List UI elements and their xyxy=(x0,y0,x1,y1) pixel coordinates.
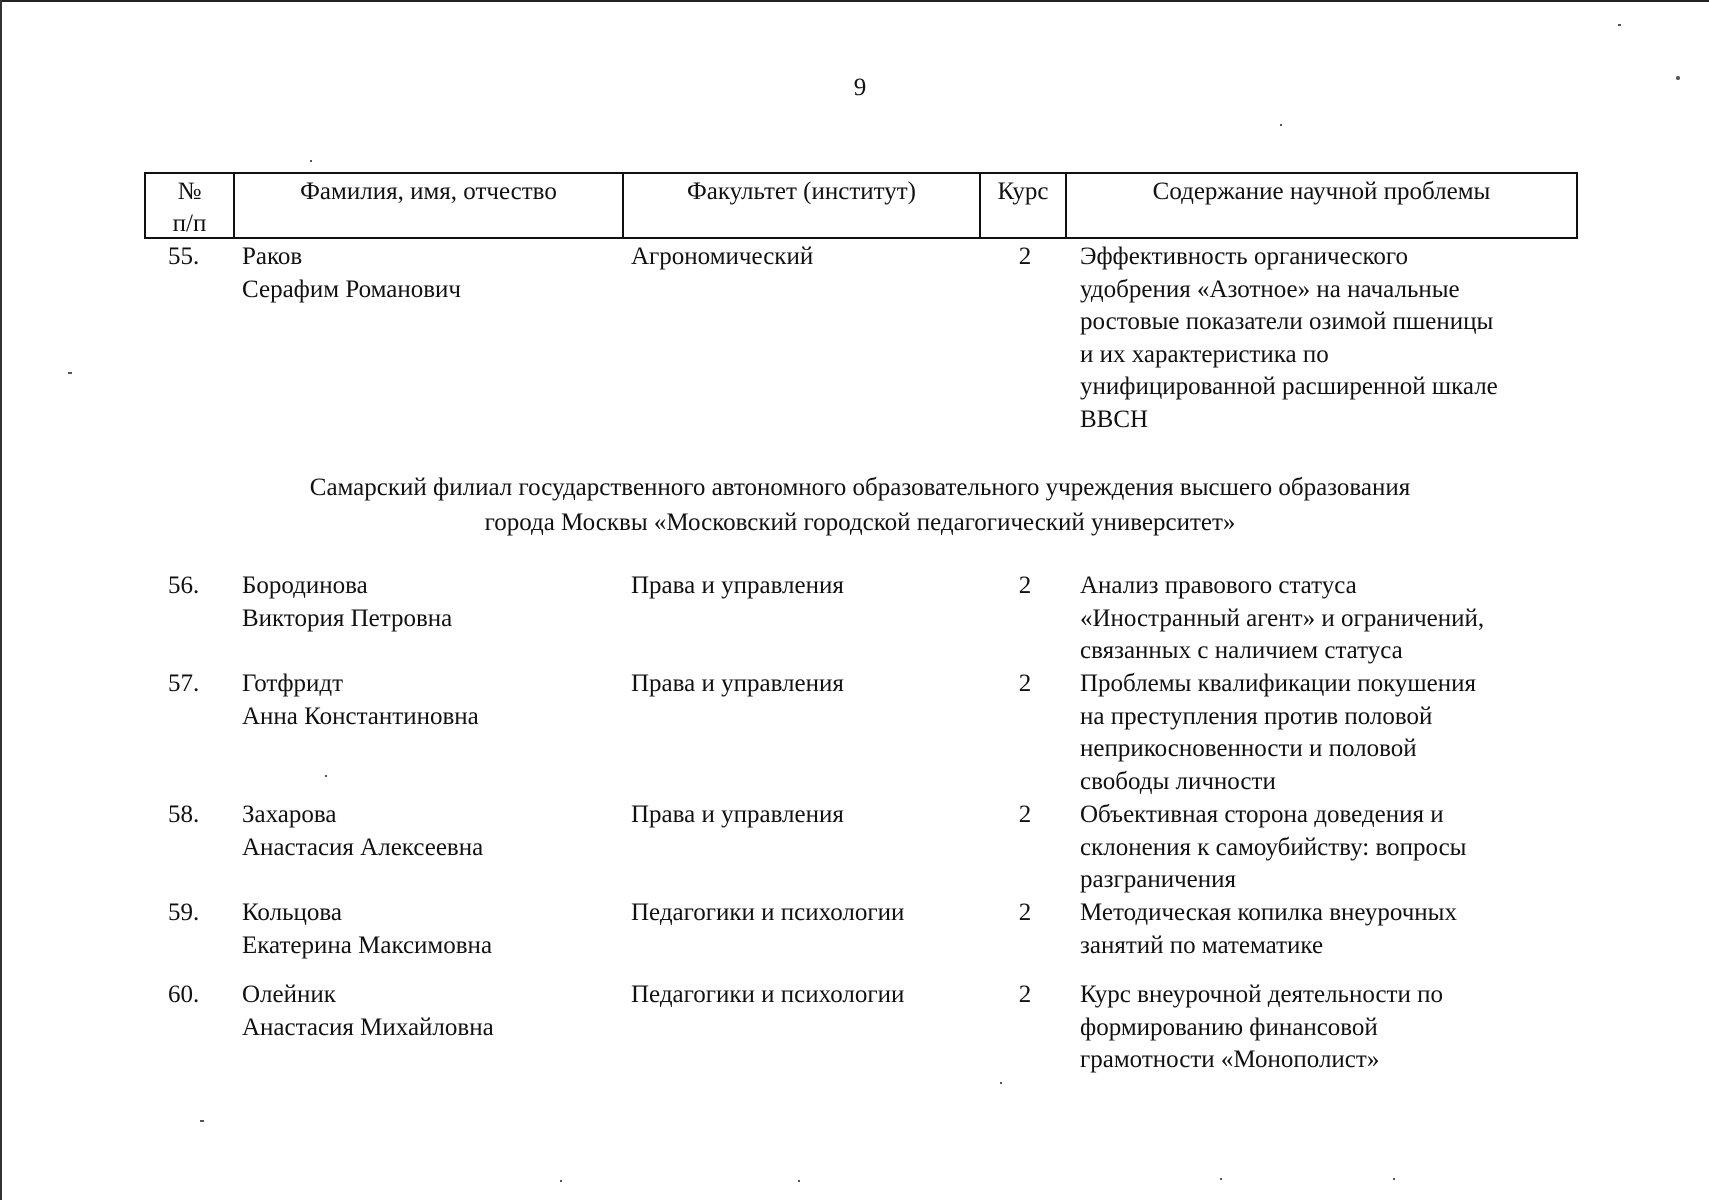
page-number: 9 xyxy=(853,74,867,101)
row-content-line: разграничения xyxy=(1080,866,1237,893)
row-content xyxy=(1080,241,1600,436)
row-given-names: Виктория Петровна xyxy=(242,604,453,632)
row-content-line: Эффективность органического xyxy=(1080,243,1408,270)
header-course: Курс xyxy=(979,174,1065,237)
row-content-line: ростовые показатели озимой пшеницы xyxy=(1080,308,1494,335)
header-name: Фамилия, имя, отчество xyxy=(233,174,622,237)
scan-speck xyxy=(1618,24,1621,26)
row-name xyxy=(242,897,622,962)
row-course: 2 xyxy=(1018,801,1032,828)
scan-edge-top xyxy=(0,0,1709,2)
section-title xyxy=(0,470,1709,540)
row-course: 2 xyxy=(1018,243,1032,270)
row-surname: Раков xyxy=(242,243,303,270)
section-title-line: Самарский филиал государственного автономного образовательного учреждения высшего образования xyxy=(309,474,1411,501)
row-name xyxy=(242,570,622,635)
row-given-names: Анна Константиновна xyxy=(242,702,479,730)
scan-speck xyxy=(310,160,312,162)
row-content-line: и их характеристика по xyxy=(1080,340,1329,368)
row-content-line: склонения к самоубийству: вопросы xyxy=(1080,833,1467,861)
row-content-line: свободы личности xyxy=(1080,767,1276,795)
row-surname: Готфридт xyxy=(242,670,344,697)
section-title-line: города Москвы «Московский городской педагогический университет» xyxy=(484,509,1236,536)
row-surname: Захарова xyxy=(242,801,337,828)
row-faculty: Агрономический xyxy=(631,243,814,270)
scan-speck xyxy=(1000,1082,1002,1084)
row-content-line: Объективная сторона доведения и xyxy=(1080,801,1444,828)
row-course: 2 xyxy=(1018,572,1032,599)
row-content-line: связанных с наличием статуса xyxy=(1080,637,1403,664)
row-given-names: Анастасия Михайловна xyxy=(242,1013,494,1041)
row-content-line: занятий по математике xyxy=(1080,931,1324,959)
row-given-names: Анастасия Алексеевна xyxy=(242,833,484,861)
row-content xyxy=(1080,897,1600,962)
scan-speck xyxy=(1280,124,1282,126)
row-number: 57. xyxy=(168,670,200,697)
row-number: 55. xyxy=(168,243,200,270)
header-content: Содержание научной проблемы xyxy=(1065,174,1576,237)
row-content-line: «Иностранный агент» и ограничений, xyxy=(1080,604,1485,632)
header-faculty: Факультет (институт) xyxy=(622,174,979,237)
row-content-line: Проблемы квалификации покушения xyxy=(1080,670,1476,697)
row-content-line: Анализ правового статуса xyxy=(1080,572,1357,599)
row-given-names: Екатерина Максимовна xyxy=(242,931,493,959)
row-content-line: на преступления против половой xyxy=(1080,702,1433,730)
scan-speck xyxy=(200,1120,204,1122)
scan-speck xyxy=(1220,1178,1222,1180)
scan-edge-left xyxy=(0,0,2,1200)
row-content-line: грамотности «Монополист» xyxy=(1080,1046,1380,1073)
row-course: 2 xyxy=(1018,981,1032,1008)
row-surname: Кольцова xyxy=(242,899,342,926)
row-name xyxy=(242,668,622,733)
row-content xyxy=(1080,570,1600,668)
row-surname: Олейник xyxy=(242,981,336,1008)
row-given-names: Серафим Романович xyxy=(242,275,462,303)
row-content-line: формированию финансовой xyxy=(1080,1013,1378,1041)
row-name xyxy=(242,979,622,1044)
row-content-line: неприкосновенности и половой xyxy=(1080,735,1417,762)
row-course: 2 xyxy=(1018,670,1032,697)
header-num-label: № п/п xyxy=(172,178,207,237)
scan-speck xyxy=(798,1180,800,1182)
row-faculty: Педагогики и психологии xyxy=(631,981,905,1008)
row-content-line: Методическая копилка внеурочных xyxy=(1080,899,1457,926)
row-content xyxy=(1080,799,1600,897)
row-number: 60. xyxy=(168,981,200,1008)
header-num xyxy=(146,174,233,237)
row-number: 58. xyxy=(168,801,200,828)
row-surname: Бородинова xyxy=(242,572,368,599)
row-content-line: BBCH xyxy=(1080,405,1149,433)
row-course: 2 xyxy=(1018,899,1032,926)
row-content-line: унифицированной расширенной шкале xyxy=(1080,373,1498,400)
table-header xyxy=(144,172,1578,239)
row-faculty: Права и управления xyxy=(631,572,844,599)
row-number: 59. xyxy=(168,899,200,926)
scan-speck xyxy=(325,775,327,777)
row-faculty: Права и управления xyxy=(631,670,844,697)
scan-speck xyxy=(68,372,72,374)
row-name xyxy=(242,241,622,306)
scan-speck xyxy=(560,1180,562,1182)
row-content-line: удобрения «Азотное» на начальные xyxy=(1080,275,1460,303)
row-content-line: Курс внеурочной деятельности по xyxy=(1080,981,1443,1008)
row-content xyxy=(1080,668,1600,798)
row-faculty: Права и управления xyxy=(631,801,844,828)
row-number: 56. xyxy=(168,572,200,599)
scan-speck xyxy=(1393,1178,1395,1180)
row-name xyxy=(242,799,622,864)
row-content xyxy=(1080,979,1600,1077)
row-faculty: Педагогики и психологии xyxy=(631,899,905,926)
scan-speck xyxy=(1676,76,1680,80)
